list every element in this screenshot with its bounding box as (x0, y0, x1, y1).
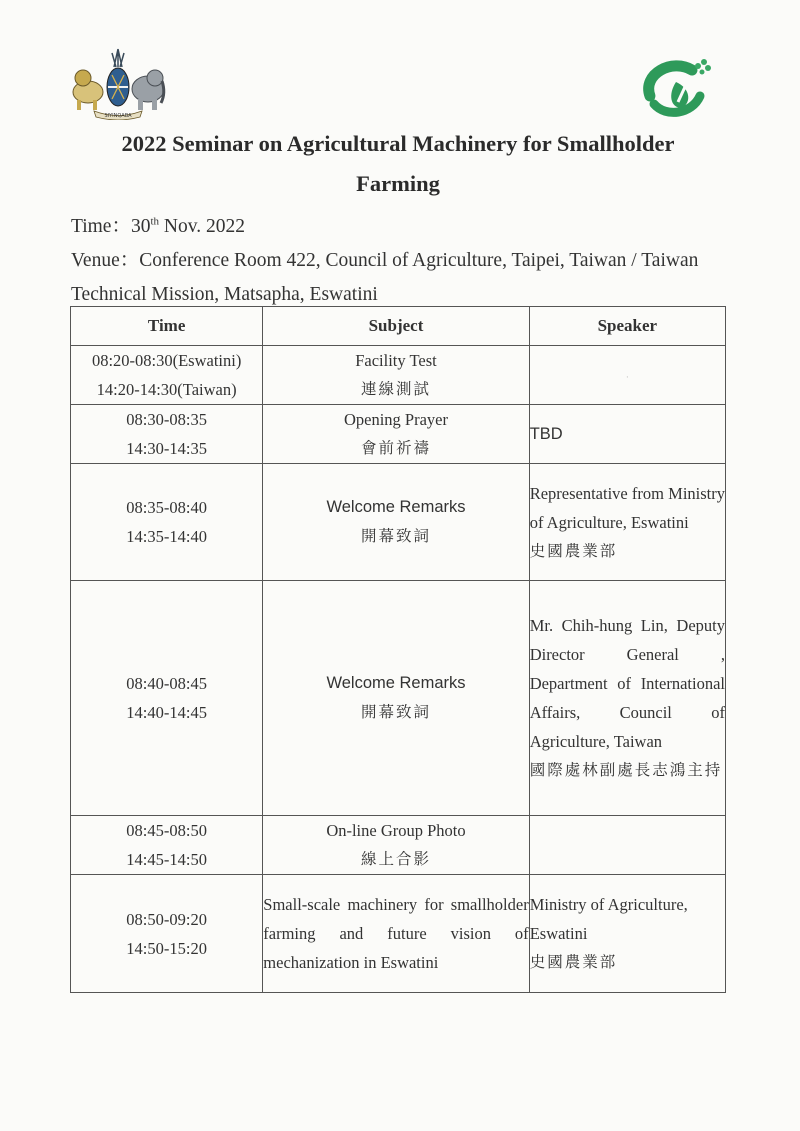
subject-cell (263, 405, 529, 464)
document-title (60, 124, 736, 204)
speaker-name: Representative from Ministry of Agriculture, Eswatini (529, 483, 725, 532)
speaker-name-zh: 史國農業部 (529, 541, 618, 560)
time-taiwan: 14:40-14:45 (126, 703, 207, 722)
title-line-1: 2022 Seminar on Agricultural Machinery for Smallholder (121, 131, 675, 156)
table-row (71, 464, 726, 581)
venue-label: Venue： (71, 250, 140, 271)
subject-cell (263, 875, 529, 993)
subject-en: Welcome Remarks (326, 674, 466, 692)
subject-zh: 連線測試 (360, 380, 431, 398)
agenda-table (70, 306, 726, 993)
speaker-cell (529, 405, 725, 464)
title-line-2: Farming (356, 171, 440, 196)
header-subject: Subject (263, 307, 529, 346)
time-taiwan: 14:45-14:50 (126, 850, 207, 869)
header-time: Time (71, 307, 263, 346)
table-row (71, 581, 726, 816)
subject-cell (263, 581, 529, 816)
subject-cell (263, 346, 529, 405)
table-header-row (71, 307, 726, 346)
time-taiwan: 14:50-15:20 (126, 938, 207, 958)
subject-zh: 線上合影 (360, 850, 431, 868)
speaker-cell (529, 875, 725, 993)
time-suffix: th (150, 215, 160, 228)
time-cell (71, 816, 263, 875)
subject-zh: 開幕致詞 (360, 703, 431, 721)
speaker-cell (529, 581, 725, 816)
time-eswatini: 08:20-08:30(Eswatini) (91, 351, 242, 370)
time-eswatini: 08:50-09:20 (126, 909, 207, 929)
time-eswatini: 08:30-08:35 (126, 410, 207, 429)
council-of-agriculture-emblem-icon (632, 52, 720, 124)
subject-en: Welcome Remarks (326, 498, 466, 516)
table-row (71, 346, 726, 405)
subject-cell (263, 464, 529, 581)
table-row (71, 875, 726, 993)
speaker-cell (529, 346, 725, 405)
speaker-name: Ministry of Agriculture, Eswatini (529, 895, 688, 943)
time-cell (71, 581, 263, 816)
speaker-name-zh: 史國農業部 (529, 953, 618, 971)
time-cell (71, 875, 263, 993)
time-taiwan: 14:30-14:35 (126, 439, 207, 458)
eswatini-coat-of-arms-icon (68, 45, 168, 120)
time-cell (71, 405, 263, 464)
subject-zh: 開幕致詞 (360, 527, 431, 545)
time-eswatini: 08:45-08:50 (126, 821, 207, 840)
speaker-name: Mr. Chih-hung Lin, Deputy Director General , Department of International Affairs, Council of Agriculture, Taiwan (529, 616, 725, 751)
subject-en: Facility Test (355, 351, 437, 370)
speaker-cell (529, 464, 725, 581)
event-time (71, 210, 245, 238)
venue-text: Conference Room 422, Council of Agriculture, Taipei, Taiwan / Taiwan Technical Mission, Matsapha, Eswatini (71, 250, 699, 305)
table-row (71, 816, 726, 875)
speaker-cell (529, 816, 725, 875)
header-speaker: Speaker (529, 307, 725, 346)
subject-zh: 會前祈禱 (360, 439, 431, 457)
event-venue (71, 244, 731, 312)
time-cell (71, 464, 263, 581)
time-taiwan: 14:20-14:30(Taiwan) (96, 380, 237, 399)
speaker-name: TBD (529, 425, 563, 443)
speaker-name-zh: 國際處林副處長志鴻主持 (529, 761, 723, 779)
motto-text: SIYINQABA (104, 113, 132, 119)
time-eswatini: 08:40-08:45 (126, 674, 207, 693)
subject-en: Opening Prayer (343, 410, 448, 429)
subject-en: Small-scale machinery for smallholder farming and future vision of mechanization in Eswatini (263, 895, 529, 972)
time-cell (71, 346, 263, 405)
time-taiwan: 14:35-14:40 (126, 527, 207, 546)
subject-en: On-line Group Photo (326, 821, 466, 840)
subject-cell (263, 816, 529, 875)
time-label: Time： (71, 216, 131, 237)
time-day: 30 (130, 216, 151, 237)
time-rest: Nov. 2022 (159, 216, 245, 237)
time-eswatini: 08:35-08:40 (126, 498, 207, 517)
speck-mark: · (625, 372, 629, 382)
table-row (71, 405, 726, 464)
